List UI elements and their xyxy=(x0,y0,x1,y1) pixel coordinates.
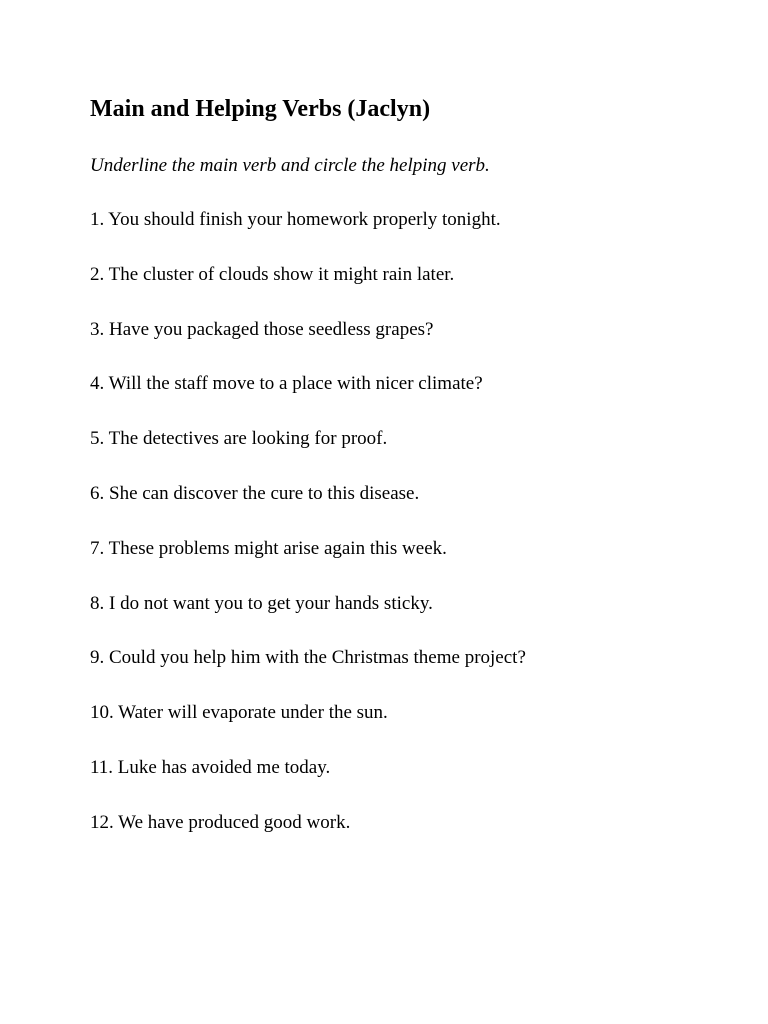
page-title: Main and Helping Verbs (Jaclyn) xyxy=(90,96,431,122)
question-item: 12. We have produced good work. xyxy=(90,811,351,833)
instructions-text: Underline the main verb and circle the helping verb. xyxy=(90,155,490,176)
question-item: 9. Could you help him with the Christmas theme project? xyxy=(90,647,526,669)
question-item: 7. These problems might arise again this week. xyxy=(90,537,447,559)
question-item: 10. Water will evaporate under the sun. xyxy=(90,702,388,724)
question-item: 4. Will the staff move to a place with nicer climate? xyxy=(90,373,483,395)
worksheet-page xyxy=(90,94,710,866)
question-item: 11. Luke has avoided me today. xyxy=(90,756,331,778)
question-item: 8. I do not want you to get your hands sticky. xyxy=(90,592,433,614)
question-item: 2. The cluster of clouds show it might rain later. xyxy=(90,263,455,285)
question-item: 1. You should finish your homework properly tonight. xyxy=(90,209,501,230)
question-item: 5. The detectives are looking for proof. xyxy=(90,428,388,450)
question-item: 6. She can discover the cure to this disease. xyxy=(90,482,420,504)
question-item: 3. Have you packaged those seedless grapes? xyxy=(90,318,434,340)
question-list xyxy=(90,208,710,835)
